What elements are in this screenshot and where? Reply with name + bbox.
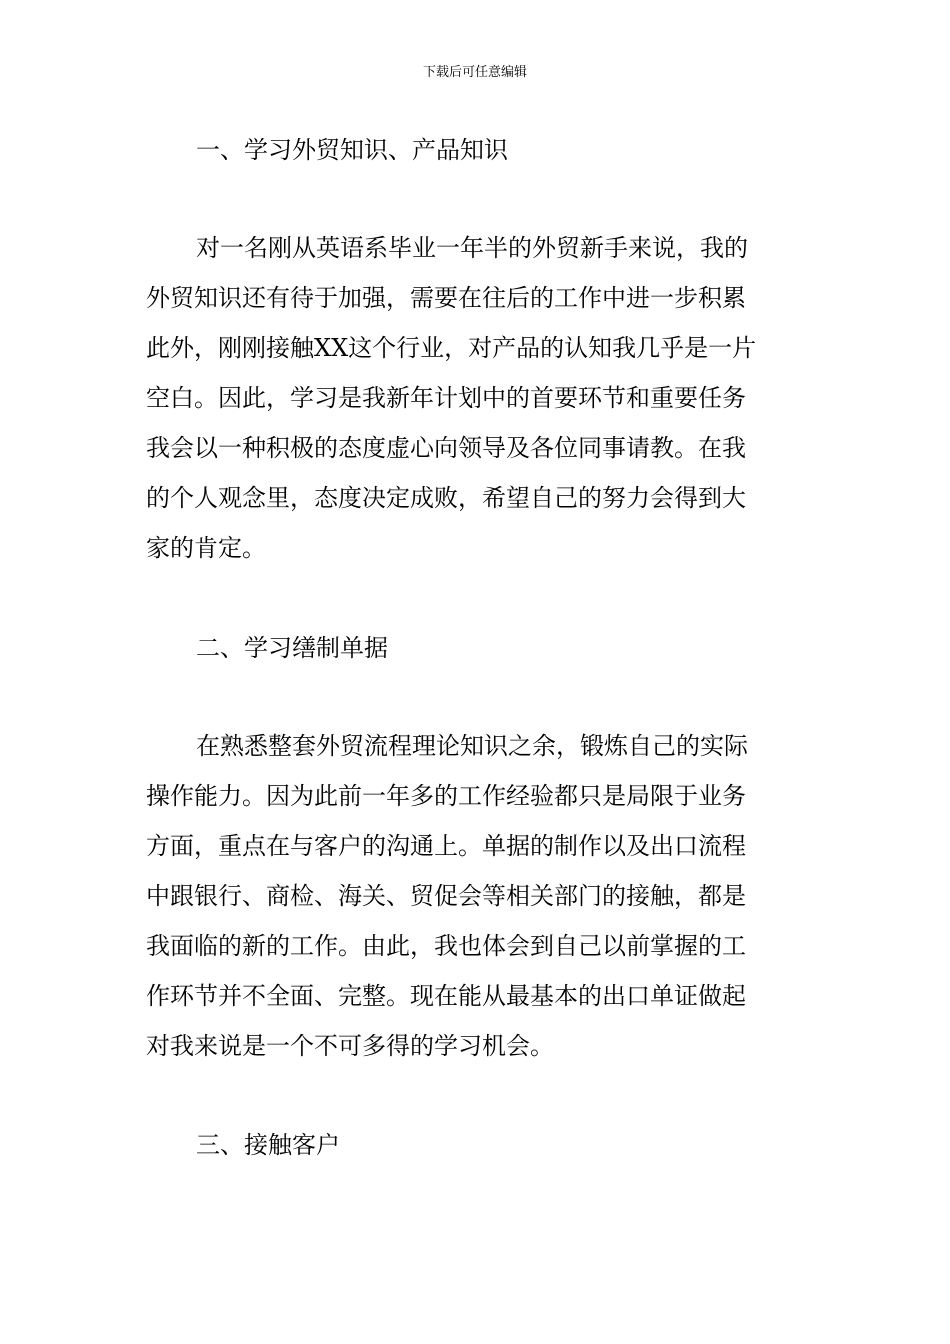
paragraph-line: 方面，重点在与客户的沟通上。单据的制作以及出口流程: [146, 832, 746, 860]
paragraph-line: 此外，刚刚接触XX这个行业，对产品的认知我几乎是一片: [146, 334, 757, 362]
paragraph-line: 作环节并不全面、完整。现在能从最基本的出口单证做起: [146, 982, 746, 1010]
paragraph-line: 我面临的新的工作。由此，我也体会到自己以前掌握的工: [146, 932, 746, 960]
paragraph-line: 中跟银行、商检、海关、贸促会等相关部门的接触，都是: [146, 882, 746, 910]
paragraph-line: 家的肯定。: [146, 534, 266, 562]
paragraph-line: 对我来说是一个不可多得的学习机会。: [146, 1032, 554, 1060]
paragraph-line: 操作能力。因为此前一年多的工作经验都只是局限于业务: [146, 782, 746, 810]
section-1-heading: 一、学习外贸知识、产品知识: [196, 136, 508, 164]
section-2-heading: 二、学习缮制单据: [196, 634, 388, 662]
paragraph-line: 我会以一种积极的态度虚心向领导及各位同事请教。在我: [146, 434, 746, 462]
paragraph-line: 对一名刚从英语系毕业一年半的外贸新手来说，我的: [196, 234, 748, 262]
header-note: 下载后可任意编辑: [422, 65, 527, 80]
paragraph-line: 外贸知识还有待于加强，需要在往后的工作中进一步积累: [146, 284, 746, 312]
section-2-paragraph: [146, 721, 808, 1071]
section-1-paragraph: [146, 223, 808, 573]
paragraph-line: 的个人观念里，态度决定成败，希望自己的努力会得到大: [146, 484, 746, 512]
paragraph-line: 空白。因此，学习是我新年计划中的首要环节和重要任务: [146, 384, 746, 412]
paragraph-line: 在熟悉整套外贸流程理论知识之余，锻炼自己的实际: [196, 732, 748, 760]
section-3-heading: 三、接触客户: [196, 1131, 340, 1159]
